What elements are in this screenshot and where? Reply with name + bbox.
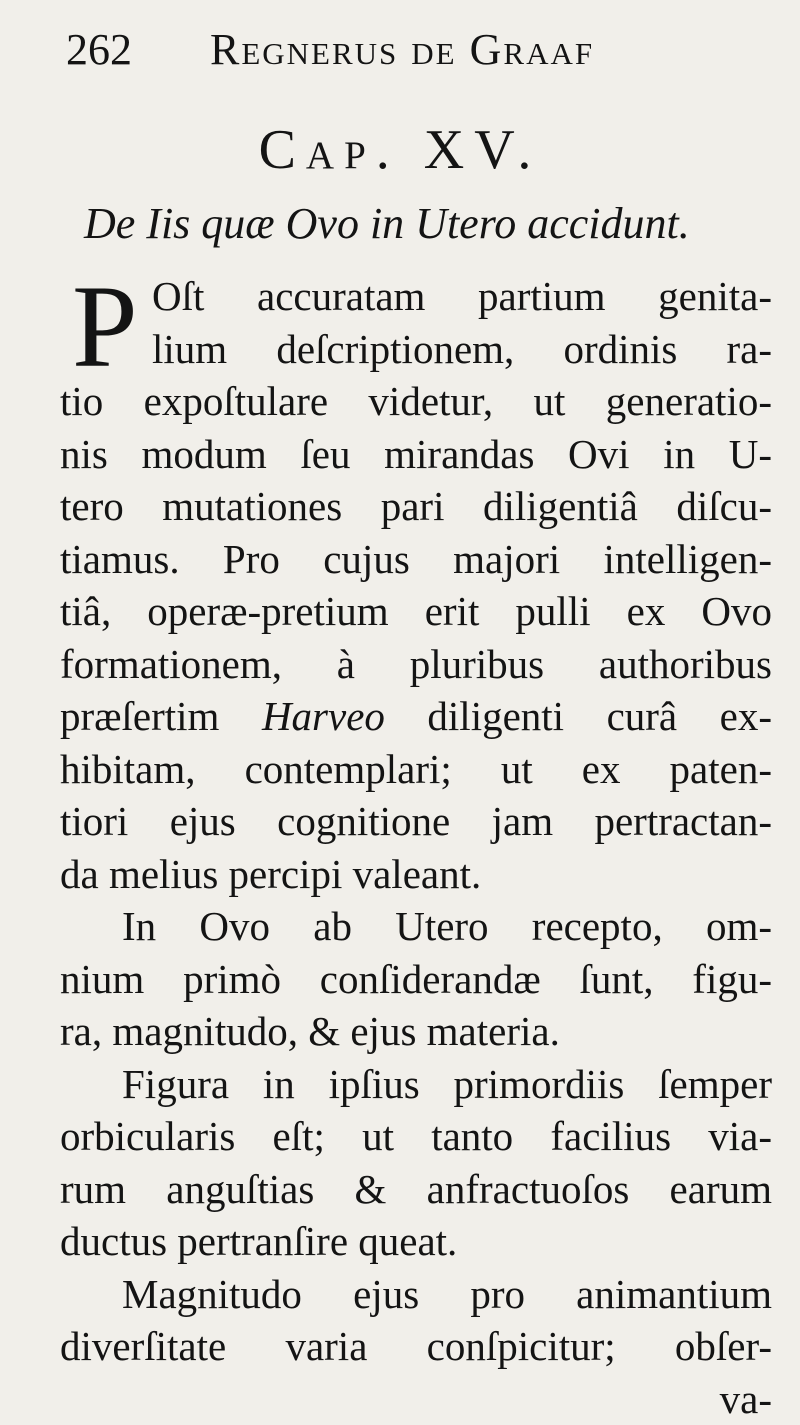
chapter-title: Cap. XV.: [0, 118, 800, 182]
page-number: 262: [66, 24, 132, 75]
text-line: ra, magnitudo, & ejus materia.: [60, 1005, 772, 1058]
text-line: tiâ, operæ-pretium erit pulli ex Ovo: [60, 585, 772, 638]
text-line: lium deſcriptionem, ordinis ra-: [60, 323, 772, 376]
body-text: [60, 270, 772, 1425]
text-line: diverſitate varia conſpicitur; obſer-: [60, 1320, 772, 1373]
text-line: Magnitudo ejus pro animantium: [60, 1268, 772, 1321]
running-head: Regnerus de Graaf: [210, 24, 594, 75]
text-line-with-italic: [60, 690, 772, 743]
chapter-subtitle: De Iis quæ Ovo in Utero accidunt.: [84, 198, 690, 249]
text-line: rum anguſtias & anfractuoſos earum: [60, 1163, 772, 1216]
text-line: In Ovo ab Utero recepto, om-: [60, 900, 772, 953]
text-line: ductus pertranſire queat.: [60, 1215, 772, 1268]
text-line: da melius percipi valeant.: [60, 848, 772, 901]
text-line: Figura in ipſius primordiis ſemper: [60, 1058, 772, 1111]
text-line: tiori ejus cognitione jam pertractan-: [60, 795, 772, 848]
italic-name: Harveo: [262, 693, 385, 739]
text-line: nis modum ſeu mirandas Ovi in U-: [60, 428, 772, 481]
text-line: tiamus. Pro cujus majori intelligen-: [60, 533, 772, 586]
text-line: Oſt accuratam partium genita-: [60, 270, 772, 323]
text-line: orbicularis eſt; ut tanto facilius via-: [60, 1110, 772, 1163]
text-line: tero mutationes pari diligentiâ diſcu-: [60, 480, 772, 533]
text-segment: diligenti curâ ex-: [385, 693, 772, 739]
text-line: hibitam, contemplari; ut ex paten-: [60, 743, 772, 796]
text-line: formationem, à pluribus authoribus: [60, 638, 772, 691]
text-segment: præſertim: [60, 693, 262, 739]
page-header: [62, 14, 722, 74]
catchword: va-: [60, 1373, 772, 1425]
drop-cap: P: [72, 268, 138, 386]
text-line: nium primò conſiderandæ ſunt, figu-: [60, 953, 772, 1006]
text-line: tio expoſtulare videtur, ut generatio-: [60, 375, 772, 428]
